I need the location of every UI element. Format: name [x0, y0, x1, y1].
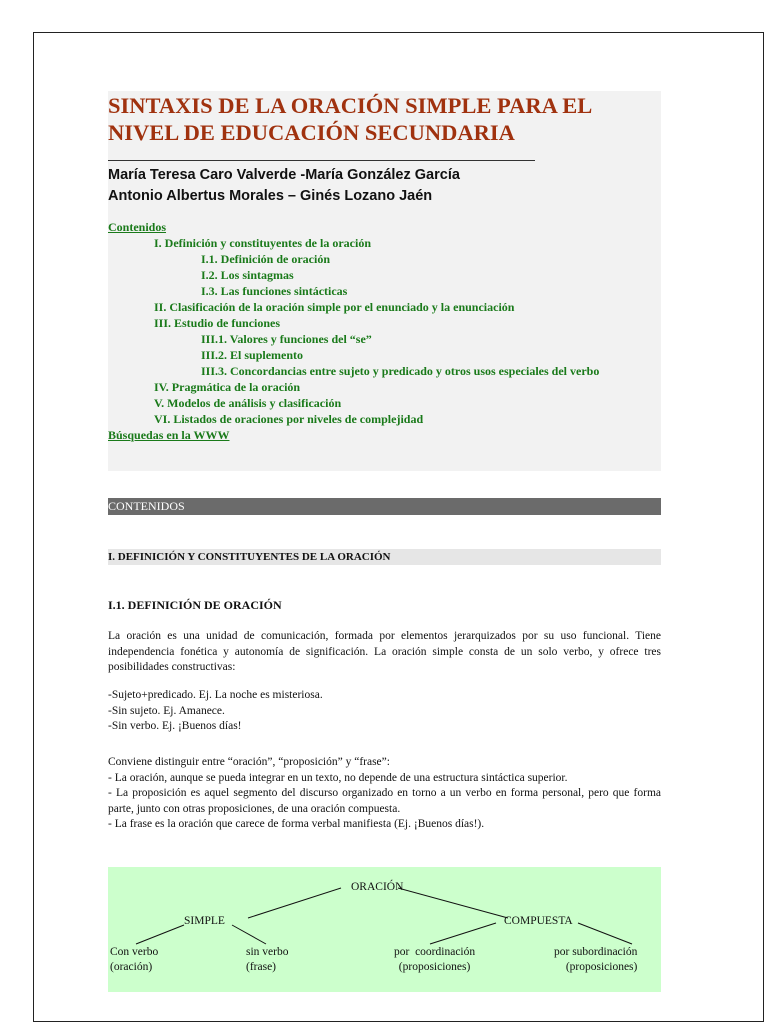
toc-link-busquedas[interactable]: Búsquedas en la WWW	[108, 428, 230, 442]
edge-root-compuesta	[398, 888, 508, 918]
node-simple: SIMPLE	[184, 915, 225, 927]
edge-compuesta-subord	[578, 923, 632, 944]
toc-link-III-3[interactable]: III.3. Concordancias entre sujeto y predicado y otros usos especiales del verbo	[201, 364, 600, 378]
authors-line-2: Antonio Albertus Morales – Ginés Lozano Jaén	[108, 188, 433, 204]
node-compuesta: COMPUESTA	[504, 915, 573, 927]
node-coordinacion: por coordinación (proposiciones)	[394, 946, 476, 973]
edge-compuesta-coord	[430, 923, 496, 944]
toc-link-IV[interactable]: IV. Pragmática de la oración	[154, 380, 301, 394]
toc-link-I-1[interactable]: I.1. Definición de oración	[201, 252, 330, 266]
node-oracion: ORACIÓN	[351, 881, 404, 893]
toc-link-II[interactable]: II. Clasificación de la oración simple por el enunciado y la enunciación	[154, 300, 515, 314]
toc-link-III-2[interactable]: III.2. El suplemento	[201, 348, 304, 362]
authors-line-1: María Teresa Caro Valverde -María González García	[108, 167, 460, 183]
paragraph-definicion: La oración es una unidad de comunicación, formada por elementos jerarquizados por su uso funcional. Tiene independencia fonética y autonomía de significación. La oración simple consta de un solo verbo, y ofrece tres posibilidades constructivas:	[108, 630, 661, 673]
node-con-verbo: Con verbo (oración)	[110, 946, 159, 973]
edge-simple-converbo	[136, 925, 184, 944]
toc-link-I-2[interactable]: I.2. Los sintagmas	[201, 268, 294, 282]
distinction-intro: Conviene distinguir entre “oración”, “proposición” y “frase”:	[108, 756, 390, 768]
section-bar-contenidos: CONTENIDOS	[108, 498, 661, 515]
document-title: SINTAXIS DE LA ORACIÓN SIMPLE PARA EL NIVEL DE EDUCACIÓN SECUNDARIA	[108, 93, 592, 145]
example-item: -Sin sujeto. Ej. Amanece.	[108, 704, 225, 717]
example-item: -Sujeto+predicado. Ej. La noche es misteriosa.	[108, 689, 323, 701]
toc-link-I[interactable]: I. Definición y constituyentes de la oración	[154, 236, 371, 250]
toc-heading-link[interactable]: Contenidos	[108, 220, 167, 234]
toc-link-III-1[interactable]: III.1. Valores y funciones del “se”	[201, 332, 372, 346]
edge-root-simple	[248, 888, 341, 918]
table-of-contents	[108, 219, 661, 443]
example-item: -Sin verbo. Ej. ¡Buenos días!	[108, 720, 242, 732]
oracion-tree-diagram	[108, 867, 661, 992]
edge-simple-sinverbo	[232, 925, 266, 944]
subheading-definicion: I.1. DEFINICIÓN DE ORACIÓN	[108, 598, 282, 612]
distinction-item: - La frase es la oración que carece de forma verbal manifiesta (Ej. ¡Buenos días!).	[108, 818, 485, 830]
distinction-item: - La oración, aunque se pueda integrar en un texto, no depende de una estructura sintáctica superior.	[108, 771, 568, 784]
toc-link-I-3[interactable]: I.3. Las funciones sintácticas	[201, 284, 348, 298]
node-sin-verbo: sin verbo (frase)	[246, 946, 289, 973]
examples-list	[108, 688, 661, 735]
toc-link-V[interactable]: V. Modelos de análisis y clasificación	[154, 396, 342, 410]
toc-link-VI[interactable]: VI. Listados de oraciones por niveles de complejidad	[154, 412, 424, 426]
title-rule	[108, 160, 535, 161]
node-subordinacion: por subordinación (proposiciones)	[554, 946, 638, 973]
toc-link-III[interactable]: III. Estudio de funciones	[154, 316, 281, 330]
distinction-item: - La proposición es aquel segmento del discurso organizado en torno a un verbo en forma personal, pero que forma parte, junto con otras proposiciones, de una oración compuesta.	[108, 787, 661, 815]
distinctions-block	[108, 755, 661, 833]
authors-block	[108, 165, 668, 207]
section-bar-definicion: I. DEFINICIÓN Y CONSTITUYENTES DE LA ORACIÓN	[108, 549, 661, 565]
